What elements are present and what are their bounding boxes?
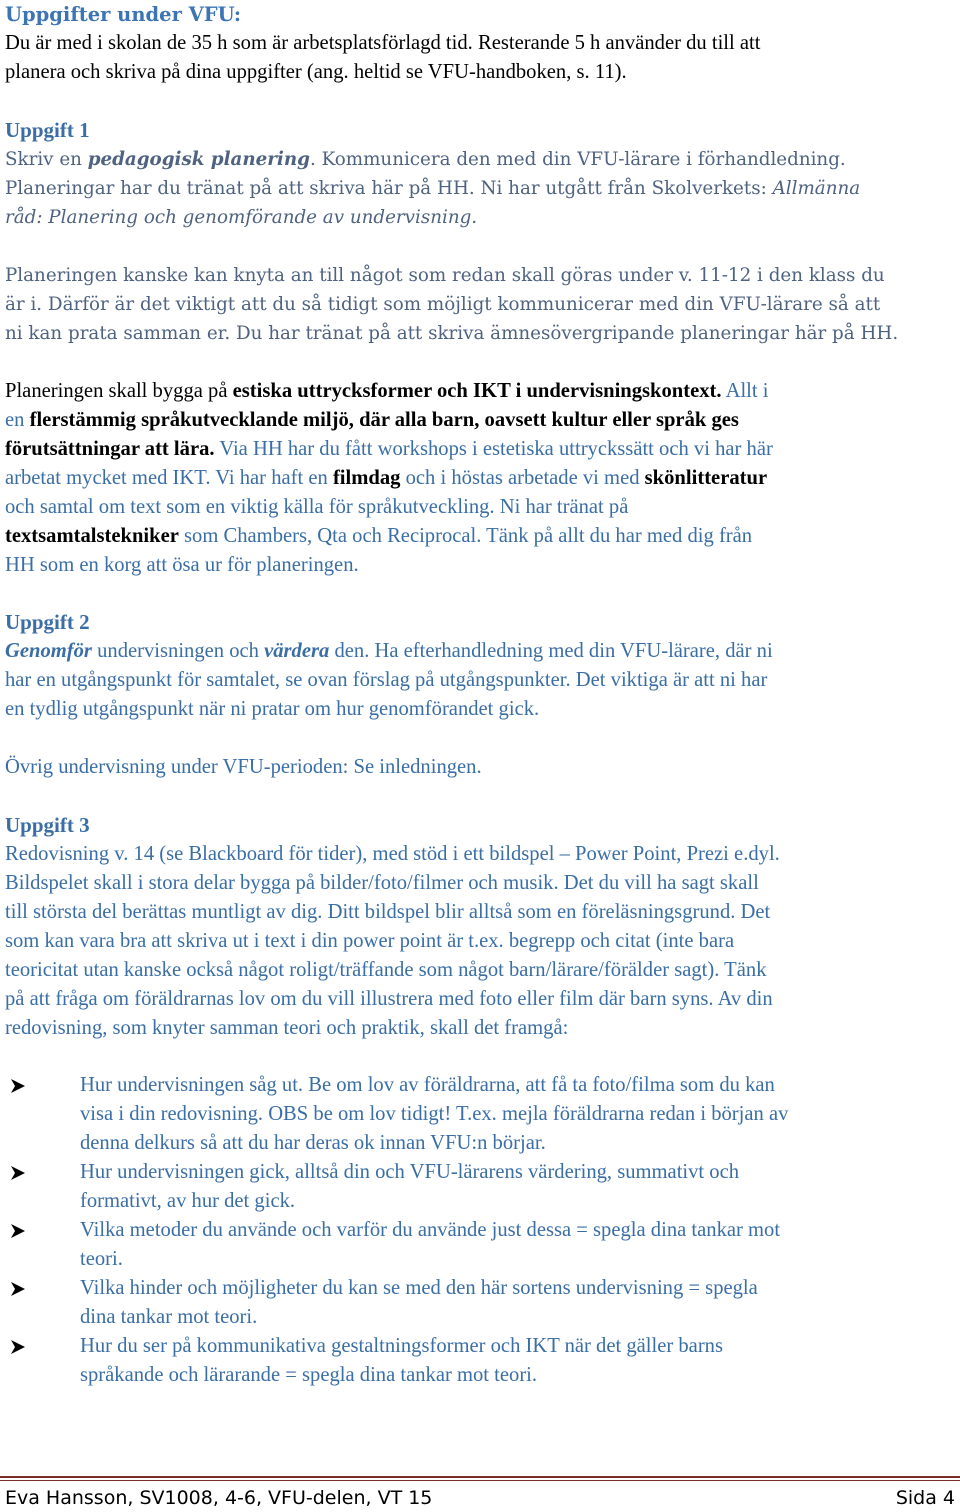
arrow-bullet-icon <box>10 1165 26 1181</box>
list-item: Hur undervisningen såg ut. Be om lov av föräldrarna, att få ta foto/filma som du kan visa i din redovisning. OBS be om lov tidigt! T.ex. mejla föräldrarna redan i början av denna delkurs så att du har deras ok innan VFU:n börjar. <box>5 1071 955 1158</box>
arrow-bullet-icon <box>10 1339 26 1355</box>
task2-heading: Uppgift 2 <box>5 610 90 634</box>
intro-line: Du är med i skolan de 35 h som är arbetsplatsförlagd tid. Resterande 5 h använder du till att <box>5 32 761 54</box>
requirements-list <box>5 1071 955 1390</box>
list-item: Hur undervisningen gick, alltså din och VFU-lärarens värdering, summativt och formativt, av hur det gick. <box>5 1158 955 1216</box>
arrow-bullet-icon <box>10 1223 26 1239</box>
page-footer <box>5 1484 955 1512</box>
task1-paragraph-2: Planeringen kanske kan knyta an till något som redan skall göras under v. 11-12 i den klass du är i. Därför är det viktigt att du så tidigt som möjligt kommunicerar med din VFU-lärare så att ni kan prata samman er. Du har tränat på att skriva ämnesövergripande planeringar här på HH. <box>5 265 899 344</box>
task1-paragraph-3: Planeringen skall bygga på estiska uttrycksformer och IKT i undervisningskontext. Allt i en flerstämmig språkutvecklande miljö, där alla barn, oavsett kultur eller språk ges förutsättningar att lära. Via HH har du fått workshops i estetiska uttryckssätt och vi har här arbetat mycket med IKT. Vi har haft en filmdag och i höstas arbetade vi med skönlitteratur och samtal om text som en viktig källa för språkutveckling. Ni har tränat på textsamtalstekniker som Chambers, Qta och Reciprocal. Tänk på allt du har med dig från HH som en korg att ösa ur för planeringen. <box>5 380 773 576</box>
task1-paragraph-1: Skriv en pedagogisk planering. Kommunicera den med din VFU-lärare i förhandledning. Planeringar har du tränat på att skriva här på HH. Ni har utgått från Skolverkets: Allmänna råd: Planering och genomförande av undervisning. <box>5 149 861 228</box>
list-item: Vilka metoder du använde och varför du använde just dessa = spegla dina tankar mot teori. <box>5 1216 955 1274</box>
task2-paragraph: Genomför undervisningen och värdera den. Ha efterhandledning med din VFU-lärare, där ni har en utgångspunkt för samtalet, se ovan förslag på utgångspunkter. Det viktiga är att ni har en tydlig utgångspunkt när ni pratar om hur genomförandet gick. <box>5 640 773 720</box>
footer-rule-thin <box>0 1480 960 1481</box>
other-teaching-note: Övrig undervisning under VFU-perioden: Se inledningen. <box>5 756 482 778</box>
task3-paragraph: Redovisning v. 14 (se Blackboard för tider), med stöd i ett bildspel – Power Point, Prezi e.dyl. Bildspelet skall i stora delar bygga på bilder/foto/filmer och musik. Det du vill ha sagt skall till största del berättas muntligt av dig. Ditt bildspel blir alltså som en föreläsningsgrund. Det som kan vara bra att skriva ut i text i din power point är t.ex. begrepp och citat (inte bara teoricitat utan kanske också något roligt/träffande som något barn/lärare/förälder sagt). Tänk på att fråga om föräldrarnas lov om du vill illustrera med foto eller film där barn syns. Av din redovisning, som knyter samman teori och praktik, skall det framgå: <box>5 843 780 1039</box>
list-item: Vilka hinder och möjligheter du kan se med den här sortens undervisning = spegla dina tankar mot teori. <box>5 1274 955 1332</box>
emphasis-pedagogisk-planering: pedagogisk planering <box>87 149 310 170</box>
page-number: Sida 4 <box>895 1487 955 1509</box>
arrow-bullet-icon <box>10 1078 26 1094</box>
arrow-bullet-icon <box>10 1281 26 1297</box>
task3-heading: Uppgift 3 <box>5 813 90 837</box>
intro-paragraph <box>5 29 955 87</box>
task1-heading: Uppgift 1 <box>5 118 90 142</box>
footer-rule <box>0 1476 960 1478</box>
intro-line: planera och skriva på dina uppgifter (ang. heltid se VFU-handboken, s. 11). <box>5 61 627 83</box>
footer-author: Eva Hansson, SV1008, 4-6, VFU-delen, VT 15 <box>5 1487 433 1509</box>
page-title: Uppgifter under VFU: <box>5 3 242 26</box>
list-item: Hur du ser på kommunikativa gestaltningsformer och IKT när det gäller barns språkande och lärarande = spegla dina tankar mot teori. <box>5 1332 955 1390</box>
